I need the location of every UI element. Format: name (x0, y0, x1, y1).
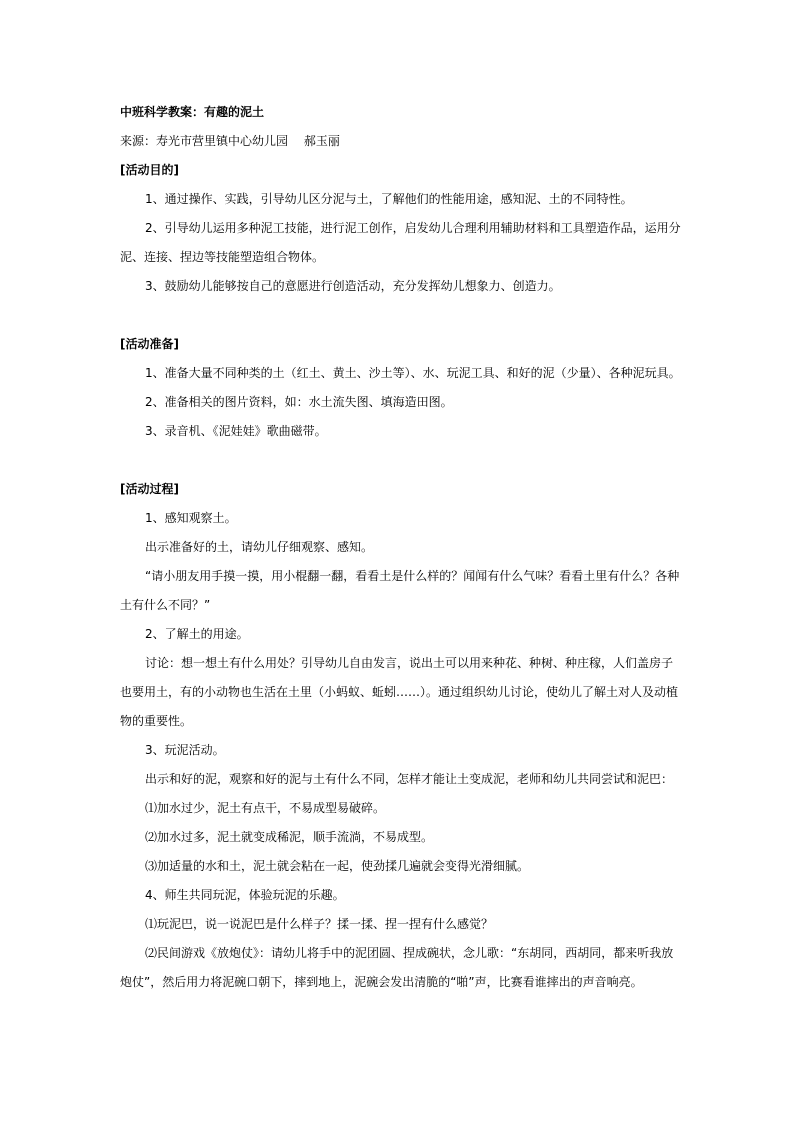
process-line: ⑵加水过多，泥土就变成稀泥，顺手流淌，不易成型。 (145, 830, 434, 844)
process-line: 讨论：想一想土有什么用处？引导幼儿自由发言，说出土可以用来种花、种树、种庄稼，人们盖房子 (145, 656, 674, 670)
process-line: ⑵民间游戏《放炮仗》：请幼儿将手中的泥团圆、捏成碗状，念儿歌：“东胡同，西胡同，都来听我放 (145, 946, 674, 960)
goal-item-3: 3、鼓励幼儿能够按自己的意愿进行创造活动，充分发挥幼儿想象力、创造力。 (145, 279, 561, 293)
process-line: 炮仗”，然后用力将泥碗口朝下，摔到地上，泥碗会发出清脆的“啪”声，比赛看谁摔出的声音响亮。 (120, 975, 643, 989)
document-source: 来源：寿光市营里镇中心幼儿园 郝玉丽 (120, 134, 340, 148)
prep-item-3: 3、录音机、《泥娃娃》歌曲磁带。 (145, 424, 327, 438)
process-line: 物的重要性。 (120, 714, 193, 728)
document-title: 中班科学教案：有趣的泥土 (120, 105, 265, 119)
goal-item-2-cont: 泥、连接、捏边等技能塑造组合物体。 (120, 250, 325, 264)
process-line: ⑴加水过少，泥土有点干，不易成型易破碎。 (145, 801, 386, 815)
process-line: 出示和好的泥，观察和好的泥与土有什么不同，怎样才能让土变成泥，老师和幼儿共同尝试和泥巴： (145, 772, 674, 786)
process-line: ⑴玩泥巴，说一说泥巴是什么样子？揉一揉、捏一捏有什么感觉？ (145, 917, 494, 931)
heading-prep: [活动准备] (120, 337, 179, 351)
process-line: ⑶加适量的水和土，泥土就会粘在一起，使劲揉几遍就会变得光滑细腻。 (145, 859, 530, 873)
process-line: 4、师生共同玩泥，体验玩泥的乐趣。 (145, 888, 345, 902)
goal-item-2: 2、引导幼儿运用多种泥工技能，进行泥工创作，启发幼儿合理利用辅助材料和工具塑造作品，运用分 (145, 221, 681, 235)
process-line: “请小朋友用手摸一摸，用小棍翻一翻，看看土是什么样的？闻闻有什么气味？看看土里有什么？各种 (145, 569, 680, 583)
process-line: 3、玩泥活动。 (145, 743, 225, 757)
process-line: 2、了解土的用途。 (145, 627, 249, 641)
prep-item-1: 1、准备大量不同种类的土（红土、黄土、沙土等）、水、玩泥工具、和好的泥（少量）、各种泥玩具。 (145, 366, 681, 380)
process-line: 出示准备好的土，请幼儿仔细观察、感知。 (145, 540, 374, 554)
goal-item-1: 1、通过操作、实践，引导幼儿区分泥与土，了解他们的性能用途，感知泥、土的不同特性。 (145, 192, 633, 206)
process-line: 1、感知观察土。 (145, 511, 237, 525)
process-line: 也要用土，有的小动物也生活在土里（小蚂蚁、蚯蚓……）。通过组织幼儿讨论，使幼儿了解土对人及动植 (120, 685, 679, 699)
prep-item-2: 2、准备相关的图片资料，如：水土流失图、填海造田图。 (145, 395, 453, 409)
process-line: 土有什么不同？” (120, 598, 211, 612)
heading-process: [活动过程] (120, 482, 179, 496)
heading-goals: [活动目的] (120, 163, 179, 177)
